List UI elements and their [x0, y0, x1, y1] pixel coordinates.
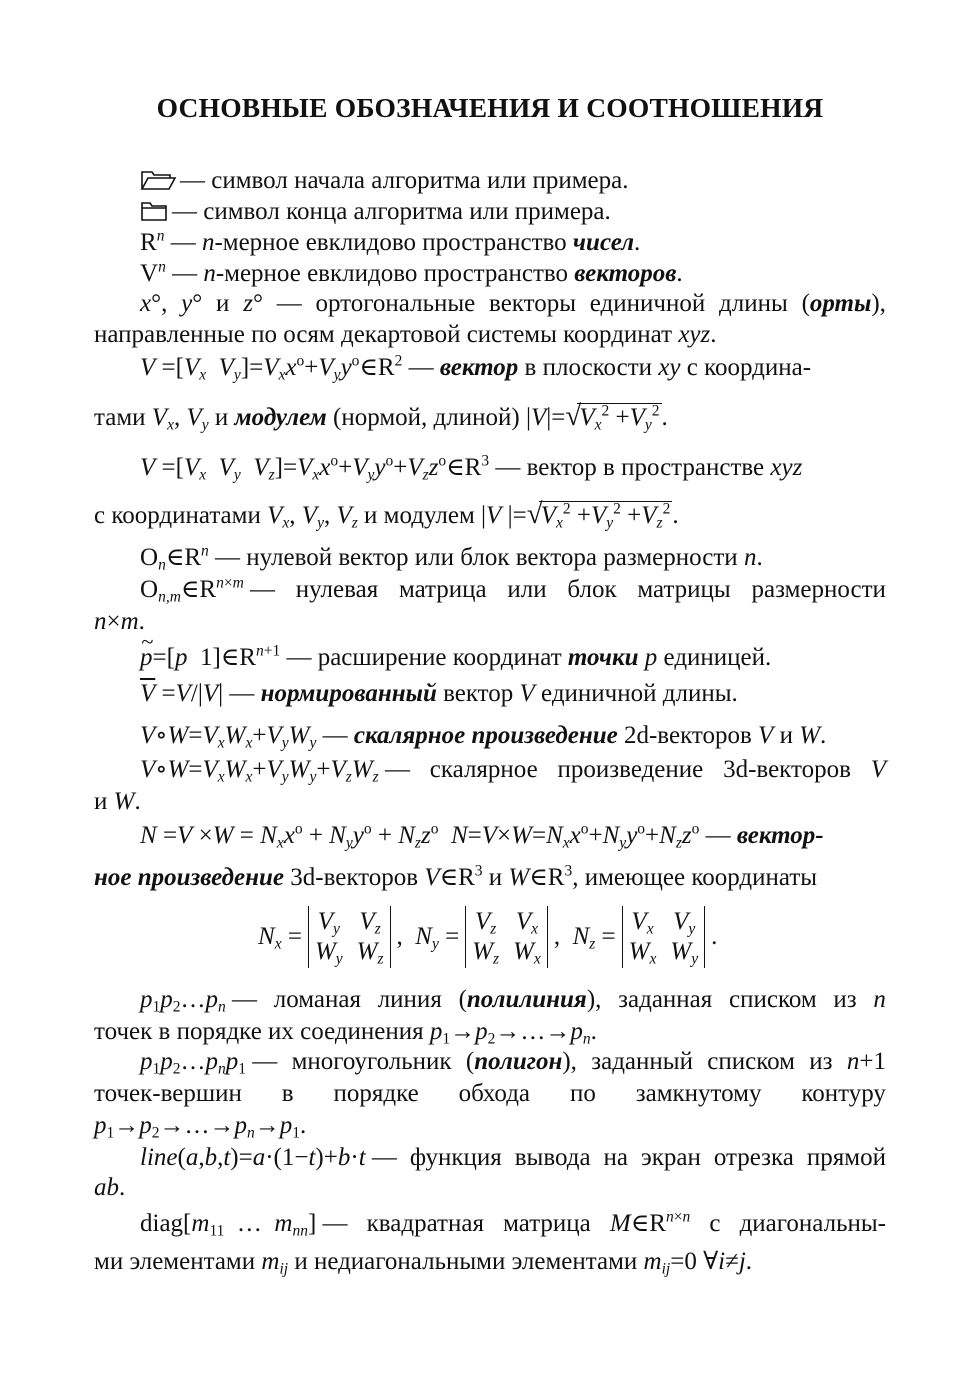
line-homogeneous: ~ p=[p $1]\in R^{n+1}$ — расширение координат точки p единицей. — [140, 642, 771, 674]
line-line-func-cont: ab. — [94, 1174, 126, 1201]
line-orts-cont: направленные по осям декартовой системы координат xyz. — [94, 321, 717, 348]
line-vector-3d: $V =[V_x$ $V_y$ $V_z]=V_xx^o+V_yy^o+V_zz^o\in R^3$ — вектор в пространстве xyz — [140, 452, 803, 484]
line-zero-vector: $O_n\in R^n$ — нулевой вектор или блок вектора размерности n. — [140, 542, 763, 574]
page-title: ОСНОВНЫЕ ОБОЗНАЧЕНИЯ И СООТНОШЕНИЯ — [156, 92, 824, 123]
cross-product-determinants: $N_x$ = $V_y$ $V_z$ $W_y$ $W_z$ , $N_y$ = $V_z$ $V_x$ $W_z$ $W_x$ , $N_z$ = $V_x$ $V_y$ $W_x$ $W_y$ . — [258, 908, 718, 968]
line-dot-2d: $V\circ W=V_xW_x+V_yW_y$ — скалярное произведение 2d-векторов V и W. — [140, 722, 827, 752]
line-algorithm-end — [140, 196, 611, 228]
line-polygon: $p_1p_2\dots p_np_1$ — многоугольник (полигон), заданный списком из n+1 — [140, 1048, 886, 1078]
line-algorithm-start — [140, 165, 629, 197]
line-normalized: $\overline{V} =V/|V|$ — нормированный вектор V единичной длины. — [140, 680, 738, 707]
line-text: — символ конца алгоритма или примера. — [172, 198, 611, 225]
closed-folder-icon — [140, 200, 168, 222]
line-vn-space: $V^n$ — n-мерное евклидово пространство векторов. — [140, 258, 683, 287]
line-rn-space: $R^n$ — n-мерное евклидово пространство чисел. — [140, 227, 641, 256]
line-orts: x°, y° и z° — ортогональные векторы единичной длины (орты), — [140, 290, 886, 317]
line-polygon-cont: точек-вершин в порядке обхода по замкнутому контуру — [94, 1080, 886, 1107]
determinant-nx: $V_y$ $V_z$ $W_y$ $W_z$ — [308, 906, 391, 968]
open-folder-icon — [140, 169, 176, 191]
determinant-nz: $V_x$ $V_y$ $W_x$ $W_y$ — [622, 906, 705, 968]
line-zero-matrix: $O_{n,m}\in R^{n\times m}$ — нулевая матрица или блок матрицы размерности — [140, 574, 886, 606]
line-polyline: $p_1p_2\dots p_n$ — ломаная линия (полилиния), заданная списком из n — [140, 986, 886, 1016]
line-text: — символ начала алгоритма или примера. — [180, 167, 629, 194]
line-cross-cont: ное произведение 3d-векторов $V\in R^3$ и $W\in R^3$, имеющее координаты — [94, 862, 818, 891]
line-vector-2d: $V =[V_x$ $V_y]=V_xx^o+V_yy^o\in R^2$ — вектор в плоскости xy с координа- — [140, 352, 812, 384]
line-vector-2d-cont: тами $V_x$, $V_y$ и модулем (нормой, длиной) |V|= √ $V_x^2 +V_y^2$. — [94, 402, 668, 434]
line-zero-matrix-cont: n×m. — [94, 608, 145, 635]
line-diag: $diag[m_{11}$ … $m_{nn}$] — квадратная матрица $M\in R^{n\times n}$ с диагональны- — [140, 1208, 886, 1240]
line-polygon-cont2: $p_1\to p_2\to\dots\to p_n\to p_1$. — [94, 1112, 307, 1142]
line-vector-3d-cont: с координатами $V_x$, $V_y$, $V_z$ и модулем |V |= √ $V_x^2 +V_y^2 +V_z^2$. — [94, 500, 679, 532]
line-dot-3d-cont: и W. — [94, 788, 141, 815]
line-polyline-cont: точек в порядке их соединения $p_1\to p_2\to\dots\to p_n$. — [94, 1018, 597, 1048]
line-line-func: line(a,b,t)=a·(1−t)+b·t — функция вывода на экран отрезка прямой — [140, 1144, 886, 1171]
line-diag-cont: ми элементами $m_{ij}$ и недиагональными элементами $m_{ij}=0$ ∀i≠j. — [94, 1248, 753, 1278]
determinant-ny: $V_z$ $V_x$ $W_z$ $W_x$ — [465, 906, 548, 968]
line-dot-3d: $V\circ W=V_xW_x+V_yW_y+V_zW_z$ — скалярное произведение 3d-векторов V — [140, 756, 886, 786]
line-cross: $N =V \times W = N_xx^o + N_yy^o + N_zz^o$ $N=V\times W=N_xx^o+N_yy^o+N_zz^o$ — вектор- — [140, 820, 824, 852]
